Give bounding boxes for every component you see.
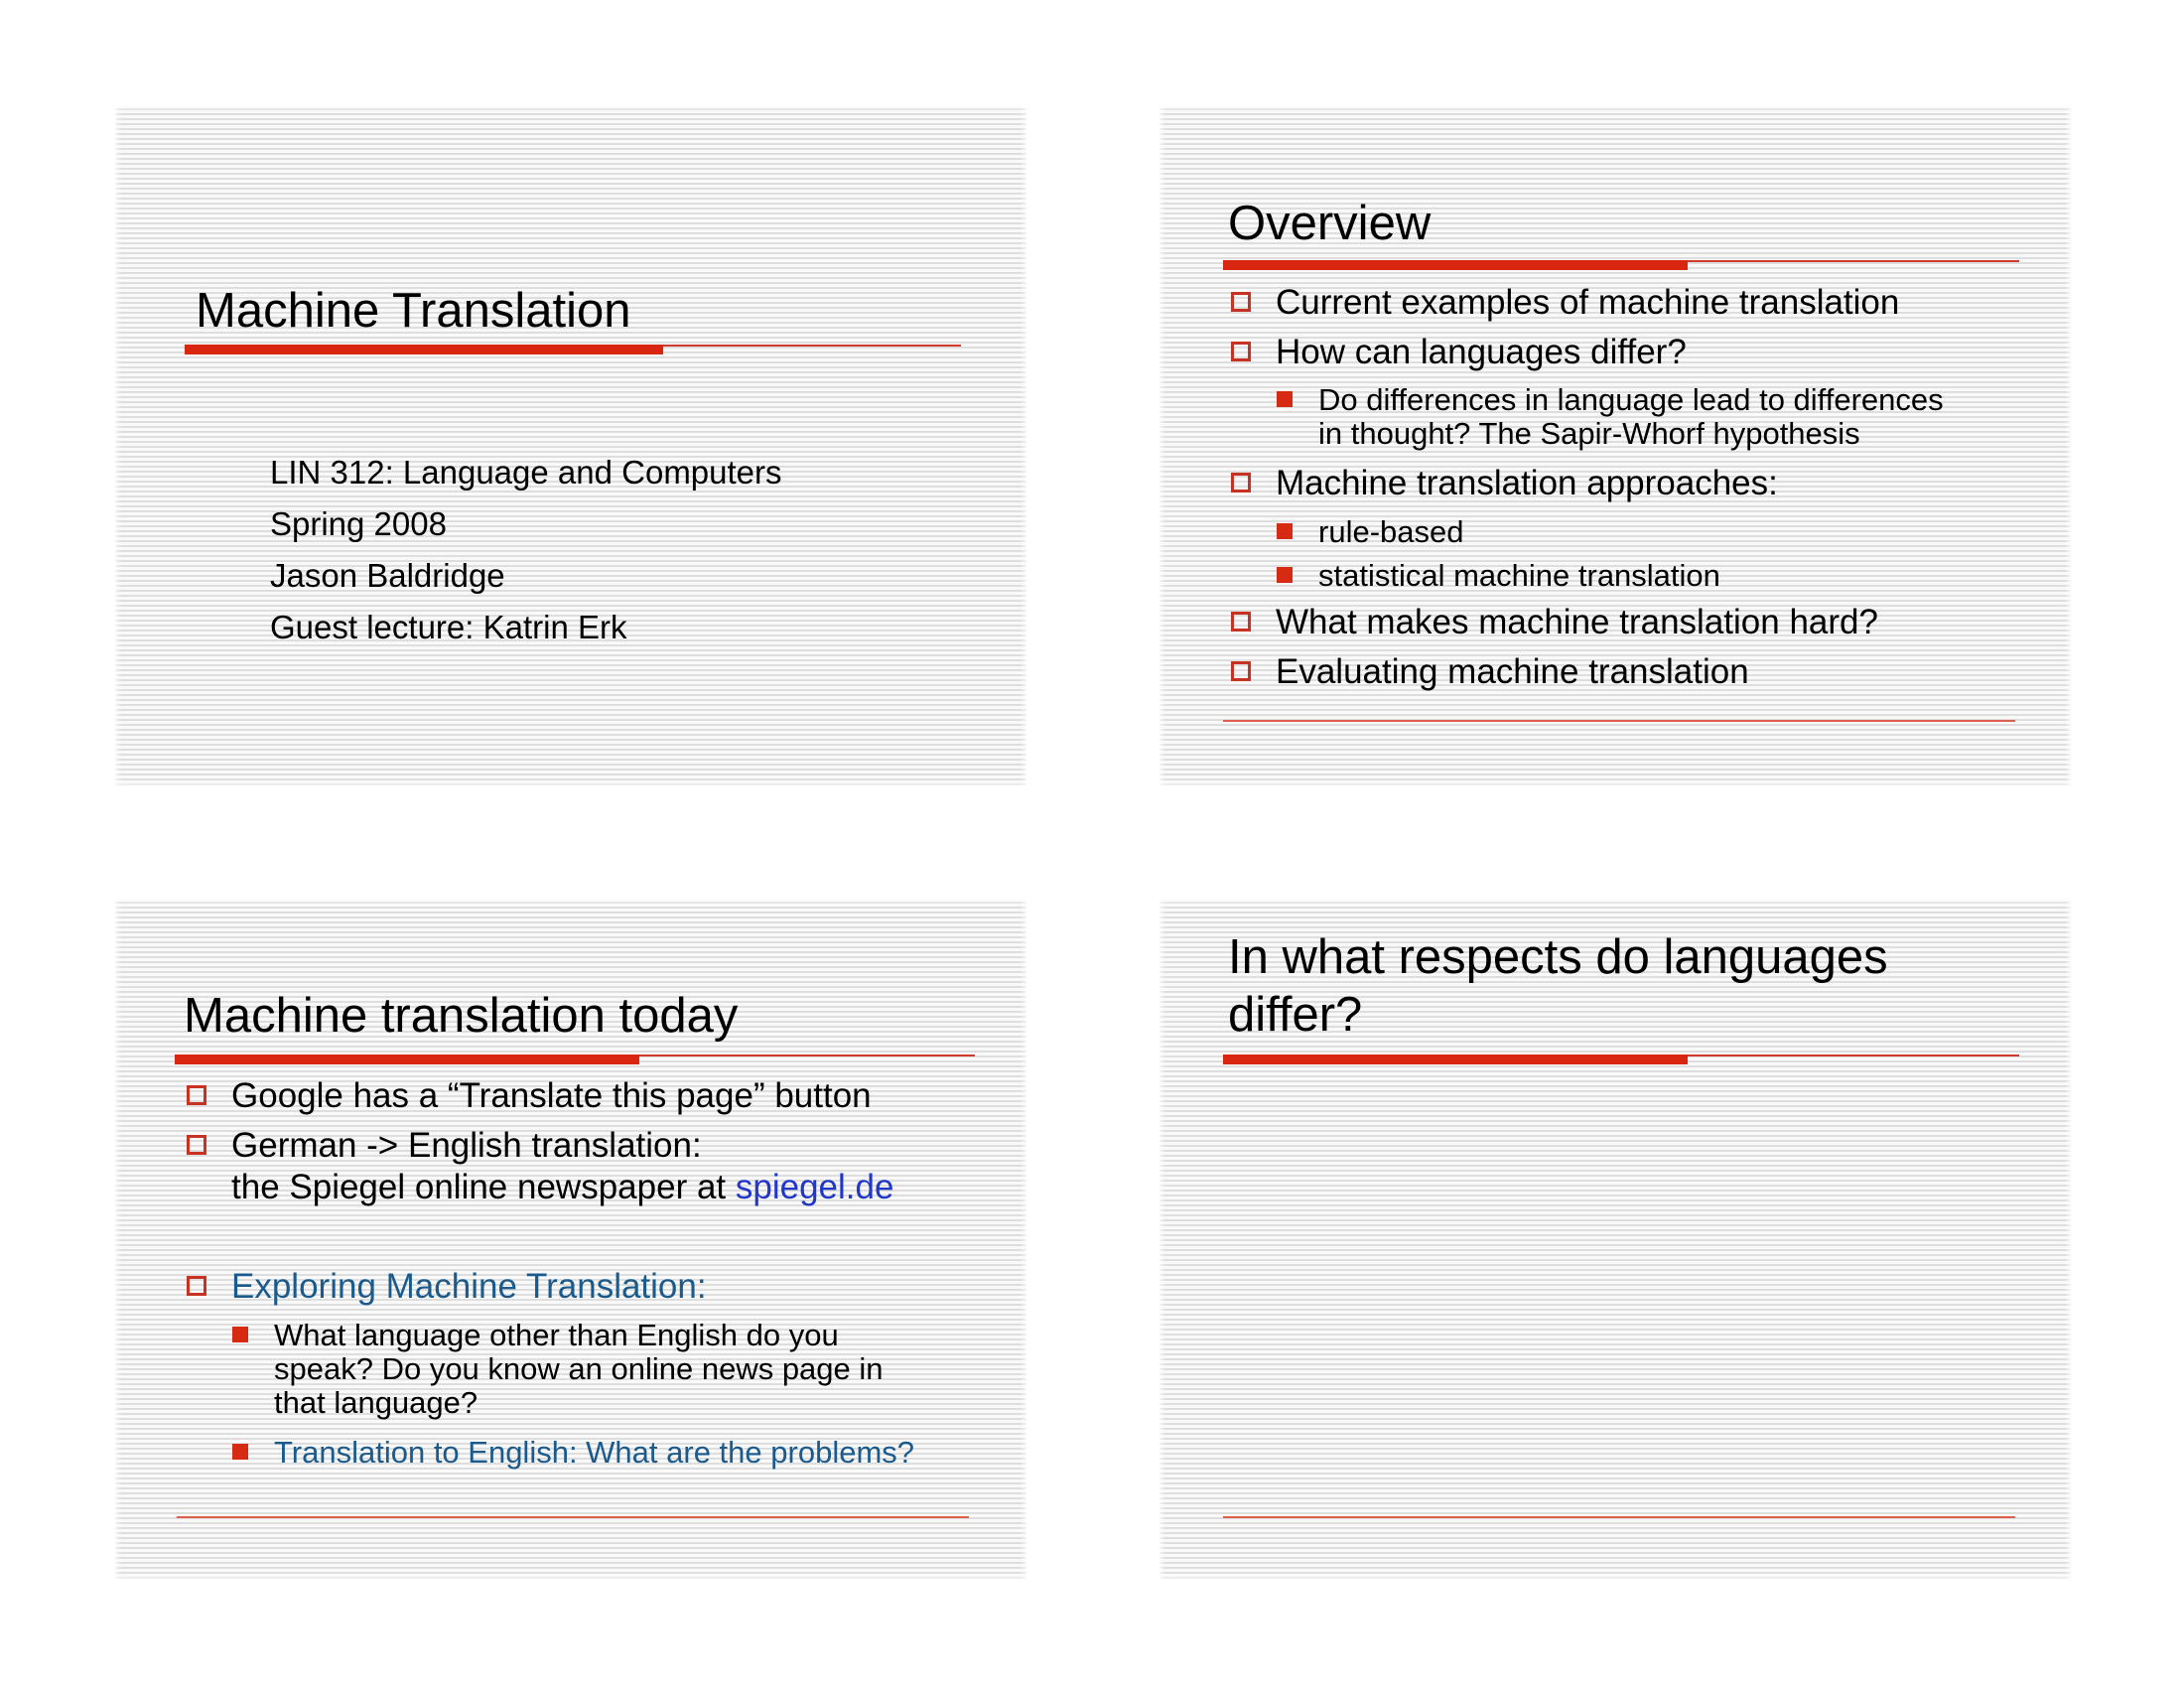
- title-underline-thin: [1688, 260, 2019, 262]
- list-item: [1231, 463, 1778, 504]
- slide-language-differences: [1160, 899, 2071, 1580]
- spiegel-link[interactable]: spiegel.de: [735, 1168, 894, 1206]
- hollow-square-bullet-icon: [1231, 473, 1251, 492]
- slide-title: [115, 105, 1026, 786]
- bullet-text-line: that language?: [274, 1385, 478, 1420]
- semester: Spring 2008: [270, 505, 447, 542]
- footer-rule: [1223, 720, 2015, 722]
- bullet-text-line: speak? Do you know an online news page in: [274, 1351, 884, 1386]
- title-underline-thick: [175, 1055, 639, 1064]
- list-item: [1277, 383, 1944, 451]
- slide-title-heading: Machine Translation: [196, 284, 631, 338]
- solid-square-bullet-icon: [1277, 523, 1293, 539]
- bullet-text-line: German -> English translation:: [231, 1126, 702, 1165]
- bullet-text: Translation to English: What are the problems?: [274, 1435, 915, 1470]
- list-item: [232, 1319, 884, 1420]
- bullet-text: How can languages differ?: [1276, 333, 1687, 371]
- course-name: LIN 312: Language and Computers: [270, 454, 782, 491]
- instructor: Jason Baldridge: [270, 557, 505, 594]
- bullet-text: Exploring Machine Translation:: [231, 1267, 707, 1306]
- title-underline-thin: [663, 345, 961, 347]
- list-item: [1231, 602, 1878, 643]
- list-item: [187, 1075, 872, 1117]
- title-underline-thin: [639, 1055, 975, 1056]
- bullet-text-line: in thought? The Sapir-Whorf hypothesis: [1318, 416, 1860, 451]
- solid-square-bullet-icon: [1277, 391, 1293, 407]
- title-underline-thick: [1223, 1055, 1688, 1064]
- list-item: [1277, 515, 1463, 549]
- hollow-square-bullet-icon: [187, 1276, 206, 1296]
- title-line: differ?: [1228, 988, 1363, 1042]
- slide-title-heading: Overview: [1228, 197, 1432, 250]
- bullet-text-line: Do differences in language lead to differences: [1318, 382, 1944, 417]
- slide-mt-today: [115, 899, 1026, 1580]
- title-underline-thin: [1688, 1055, 2019, 1056]
- hollow-square-bullet-icon: [1231, 661, 1251, 681]
- solid-square-bullet-icon: [232, 1444, 248, 1460]
- title-underline-thick: [1223, 260, 1688, 270]
- bullet-text: [231, 1125, 893, 1208]
- list-item: [1277, 559, 1720, 593]
- list-item: [187, 1125, 893, 1208]
- footer-rule: [177, 1516, 969, 1518]
- title-line: In what respects do languages: [1228, 930, 1888, 984]
- guest-lecturer: Guest lecture: Katrin Erk: [270, 609, 627, 645]
- solid-square-bullet-icon: [232, 1327, 248, 1342]
- bullet-text-line: the Spiegel online newspaper at: [231, 1168, 736, 1206]
- bullet-text: Google has a “Translate this page” button: [231, 1076, 872, 1115]
- bullet-text-line: What language other than English do you: [274, 1318, 839, 1352]
- bullet-text: Current examples of machine translation: [1276, 283, 1900, 322]
- bullet-text: rule-based: [1318, 514, 1464, 549]
- hollow-square-bullet-icon: [187, 1085, 206, 1105]
- list-item: [232, 1436, 914, 1470]
- hollow-square-bullet-icon: [1231, 292, 1251, 312]
- hollow-square-bullet-icon: [1231, 612, 1251, 632]
- hollow-square-bullet-icon: [1231, 342, 1251, 361]
- bullet-text: [274, 1319, 884, 1420]
- title-underline-thick: [185, 345, 663, 354]
- list-item: [187, 1266, 707, 1308]
- list-item: [1231, 651, 1749, 693]
- bullet-text: statistical machine translation: [1318, 558, 1720, 593]
- list-item: [1231, 332, 1687, 373]
- solid-square-bullet-icon: [1277, 567, 1293, 583]
- hollow-square-bullet-icon: [187, 1135, 206, 1155]
- bullet-text: Evaluating machine translation: [1276, 652, 1749, 691]
- bullet-text: [1318, 383, 1944, 451]
- slide-title-heading: [1228, 928, 1888, 1044]
- list-item: [1231, 282, 1899, 324]
- slide-title-heading: Machine translation today: [184, 989, 739, 1043]
- footer-rule: [1223, 1516, 2015, 1518]
- bullet-text: What makes machine translation hard?: [1276, 603, 1878, 641]
- bullet-text: Machine translation approaches:: [1276, 464, 1778, 502]
- slide-overview: [1160, 105, 2071, 786]
